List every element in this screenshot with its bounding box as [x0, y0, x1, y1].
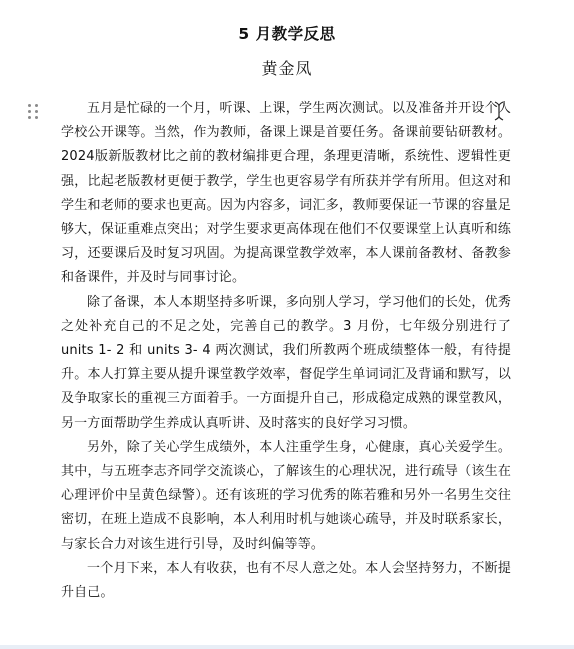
paragraph-1: 五月是忙碌的一个月，听课、上课，学生两次测试。以及准备并开设个人学校公开课等。当然，作为教师，备课上课是首要任务。备课前要钻研教材。2024版新版教材比之前的教材编排更合理，条理更清晰，系统性、逻辑性更强，比起老版教材更便于教学，学生也更容易学有所获并学有所用。但这对和学生和老师的要求也更高。因为内容多，词汇多，教师要保证一节课的容量足够大，保证重难点突出；对学生要求更高体现在他们不仅要课堂上认真听和练习，还要课后及时复习巩固。为提高课堂教学效率，本人课前备教材、备教参和备课件，并及时与同事讨论。	[61, 101, 511, 286]
paragraph-4: 一个月下来，本人有收获，也有不尽人意之处。本人会坚持努力，不断提升自己。	[61, 560, 511, 601]
document-body	[61, 97, 511, 605]
drag-handle-icon[interactable]	[28, 104, 40, 120]
bottom-bar	[0, 645, 574, 649]
document-author: 黄金凤	[261, 59, 313, 78]
document-title: 5 月教学反思	[238, 25, 336, 43]
paragraph-2: 除了备课，本人本期坚持多听课，多向别人学习，学习他们的长处，优秀之处补充自己的不足之处，完善自己的教学。3 月份，七年级分别进行了 units 1- 2 和 units 3- 4 两次测试，我们所教两个班成绩整体一般，有待提升。本人打算主要从提升课堂教学效率，督促学生单词词汇及背诵和默写，以及争取家长的重视三方面着手。一方面提升自己，形成稳定成熟的课堂教风，另一方面帮助学生养成认真听讲、及时落实的良好学习习惯。	[61, 294, 511, 431]
text-cursor-icon	[493, 101, 505, 121]
paragraph-3: 另外，除了关心学生成绩外，本人注重学生身，心健康，真心关爱学生。其中，与五班李志齐同学交流谈心，了解该生的心理状况，进行疏导（该生在心理评价中呈黄色绿警）。还有该班的学习优秀的陈若雅和另外一名男生交往密切，在班上造成不良影响，本人利用时机与她谈心疏导，并及时联系家长，与家长合力对该生进行引导，及时纠偏等等。	[61, 439, 511, 552]
